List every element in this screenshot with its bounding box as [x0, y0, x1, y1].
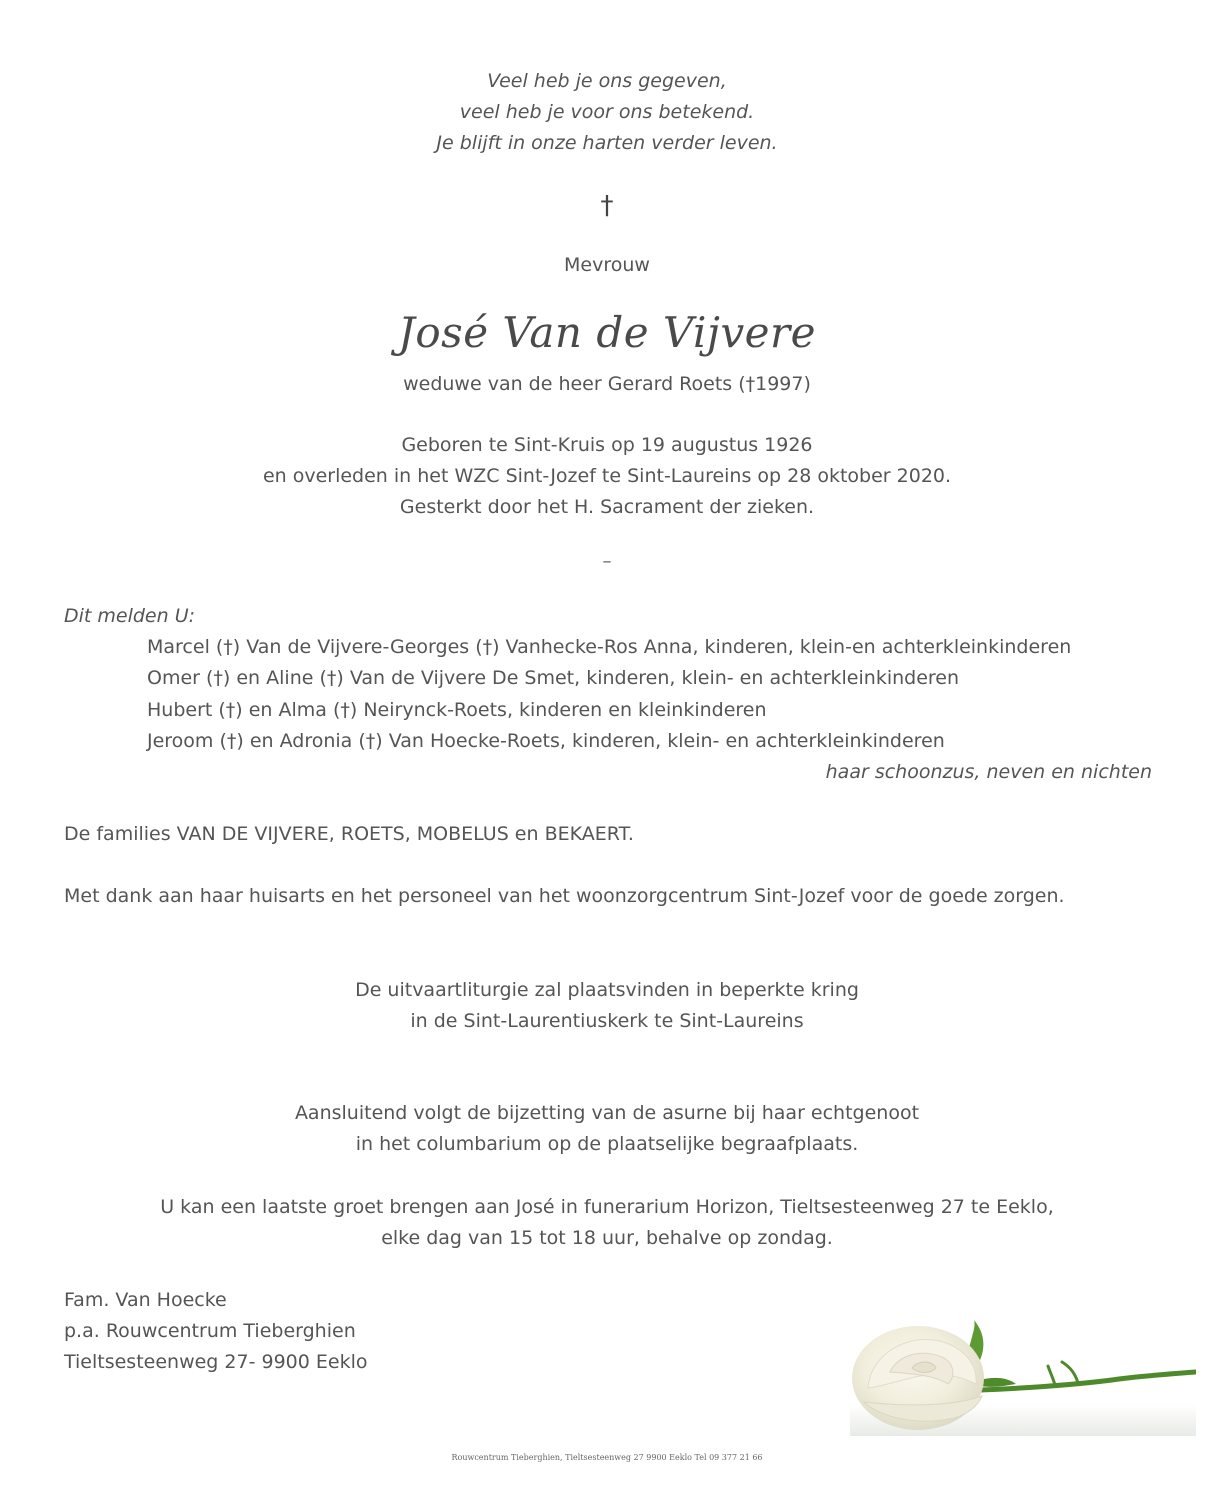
rose-stem-thorn	[1062, 1362, 1078, 1383]
family-entry: Hubert (†) en Alma (†) Neirynck-Roets, kinderen en kleinkinderen	[147, 698, 767, 721]
greeting-info	[0, 1192, 1214, 1254]
sender-address	[64, 1285, 367, 1378]
poem-line: Je blijft in onze harten verder leven.	[436, 132, 778, 154]
memorial-poem	[0, 66, 1214, 159]
sender-line: Fam. Van Hoecke	[64, 1289, 227, 1311]
family-tail: haar schoonzus, neven en nichten	[825, 761, 1152, 783]
family-entry: Jeroom (†) en Adronia (†) Van Hoecke-Roets, kinderen, klein- en achterkleinkinderen	[147, 729, 945, 752]
deceased-name: José Van de Vijvere	[398, 308, 816, 357]
death-line: en overleden in het WZC Sint-Jozef te Sint-Laureins op 28 oktober 2020.	[262, 465, 952, 487]
liturgy-info	[0, 975, 1214, 1037]
sacrament-line: Gesterkt door het H. Sacrament der zieken.	[399, 496, 815, 518]
interment-info	[0, 1098, 1214, 1160]
sender-line: p.a. Rouwcentrum Tieberghien	[64, 1320, 356, 1342]
poem-line: veel heb je voor ons betekend.	[459, 101, 755, 123]
rose-sepal	[980, 1378, 1016, 1387]
family-list	[147, 632, 1071, 757]
thanks-line: Met dank aan haar huisarts en het personeel van het woonzorgcentrum Sint-Jozef voor de goede zorgen.	[64, 885, 1065, 907]
sender-line: Tieltsesteenweg 27- 9900 Eeklo	[64, 1351, 368, 1373]
white-rose-icon	[850, 1318, 1196, 1436]
birth-line: Geboren te Sint-Kruis op 19 augustus 1926	[401, 434, 813, 456]
cross-icon: †	[600, 191, 614, 221]
announcement-label: Dit melden U:	[64, 605, 196, 627]
family-entry: Omer (†) en Aline (†) Van de Vijvere De Smet, kinderen, klein- en achterkleinkinderen	[147, 667, 960, 690]
interment-line: Aansluitend volgt de bijzetting van de asurne bij haar echtgenoot	[294, 1102, 920, 1124]
separator: –	[602, 551, 612, 572]
interment-line: in het columbarium op de plaatselijke begraafplaats.	[355, 1133, 859, 1155]
rose-stem	[980, 1372, 1196, 1390]
footer-contact: Rouwcentrum Tieberghien, Tieltsesteenweg 27 9900 Eeklo Tel 09 377 21 66	[451, 1453, 763, 1462]
rose-stem-thorn	[1048, 1366, 1055, 1385]
liturgy-line: De uitvaartliturgie zal plaatsvinden in beperkte kring	[355, 979, 859, 1001]
greeting-line: elke dag van 15 tot 18 uur, behalve op zondag.	[381, 1227, 833, 1249]
liturgy-line: in de Sint-Laurentiuskerk te Sint-Laureins	[410, 1010, 804, 1032]
families-line: De families VAN DE VIJVERE, ROETS, MOBELUS en BEKAERT.	[64, 823, 634, 845]
widow-of-line: weduwe van de heer Gerard Roets (†1997)	[403, 373, 811, 395]
poem-line: Veel heb je ons gegeven,	[487, 70, 727, 92]
greeting-line: U kan een laatste groet brengen aan José in funerarium Horizon, Tieltsesteenweg 27 te Eeklo,	[160, 1196, 1054, 1218]
birth-death-info	[0, 430, 1214, 523]
salutation: Mevrouw	[564, 254, 650, 276]
family-entry: Marcel (†) Van de Vijvere-Georges (†) Vanhecke-Ros Anna, kinderen, klein-en achterkleinkinderen	[147, 636, 1072, 658]
